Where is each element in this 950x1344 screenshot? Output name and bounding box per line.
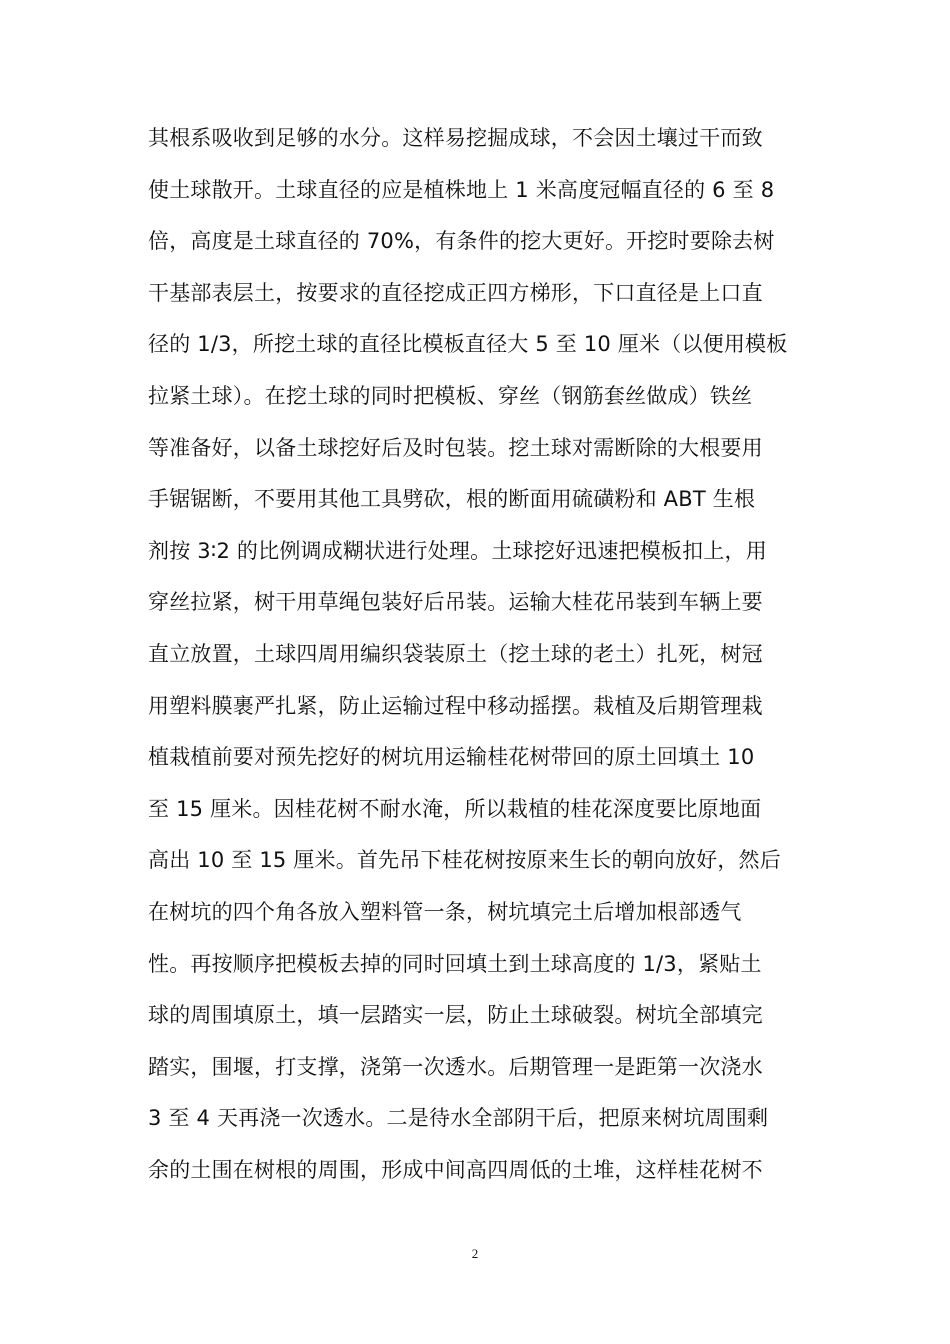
text-line: 在树坑的四个角各放入塑料管一条，树坑填完土后增加根部透气 [148, 899, 742, 924]
page-number: 2 [471, 1246, 479, 1261]
text-line: 使土球散开。土球直径的应是植株地上 1 米高度冠幅直径的 6 至 8 [148, 177, 775, 202]
text-line: 球的周围填原土，填一层踏实一层，防止土球破裂。树坑全部填完 [148, 1003, 763, 1028]
text-line: 至 15 厘米。因桂花树不耐水淹，所以栽植的桂花深度要比原地面 [148, 796, 762, 821]
text-line: 干基部表层土，按要求的直径挖成正四方梯形，下口直径是上口直 [148, 280, 763, 305]
text-line: 等准备好，以备土球挖好后及时包装。挖土球对需断除的大根要用 [148, 435, 763, 460]
text-line: 穿丝拉紧，树干用草绳包装好后吊装。运输大桂花吊装到车辆上要 [148, 590, 763, 615]
text-line: 高出 10 至 15 厘米。首先吊下桂花树按原来生长的朝向放好，然后 [148, 848, 781, 873]
text-line: 用塑料膜裹严扎紧，防止运输过程中移动摇摆。栽植及后期管理栽 [148, 693, 763, 718]
text-line: 3 至 4 天再浇一次透水。二是待水全部阴干后，把原来树坑周围剩 [148, 1106, 769, 1131]
body-text [148, 118, 808, 1201]
text-line: 余的土围在树根的周围，形成中间高四周低的土堆，这样桂花树不 [148, 1157, 763, 1182]
text-line: 剂按 3∶2 的比例调成糊状进行处理。土球挖好迅速把模板扣上，用 [148, 538, 767, 563]
text-line: 踏实，围堰，打支撑，浇第一次透水。后期管理一是距第一次浇水 [148, 1054, 763, 1079]
text-line: 手锯锯断，不要用其他工具劈砍，根的断面用硫磺粉和 ABT 生根 [148, 487, 756, 512]
text-line: 其根系吸收到足够的水分。这样易挖掘成球，不会因土壤过干而致 [148, 126, 763, 150]
text-line: 性。再按顺序把模板去掉的同时回填土到土球高度的 1/3，紧贴土 [148, 951, 762, 976]
text-line: 拉紧土球）。在挖土球的同时把模板、穿丝（钢筋套丝做成）铁丝 [148, 383, 753, 408]
text-line: 直立放置，土球四周用编织袋装原土（挖土球的老土）扎死，树冠 [148, 641, 763, 666]
text-line: 植栽植前要对预先挖好的树坑用运输桂花树带回的原土回填土 10 [148, 745, 755, 770]
text-line: 倍，高度是土球直径的 70%，有条件的挖大更好。开挖时要除去树 [148, 229, 775, 254]
text-line: 径的 1/3，所挖土球的直径比模板直径大 5 至 10 厘米（以便用模板 [148, 332, 788, 357]
